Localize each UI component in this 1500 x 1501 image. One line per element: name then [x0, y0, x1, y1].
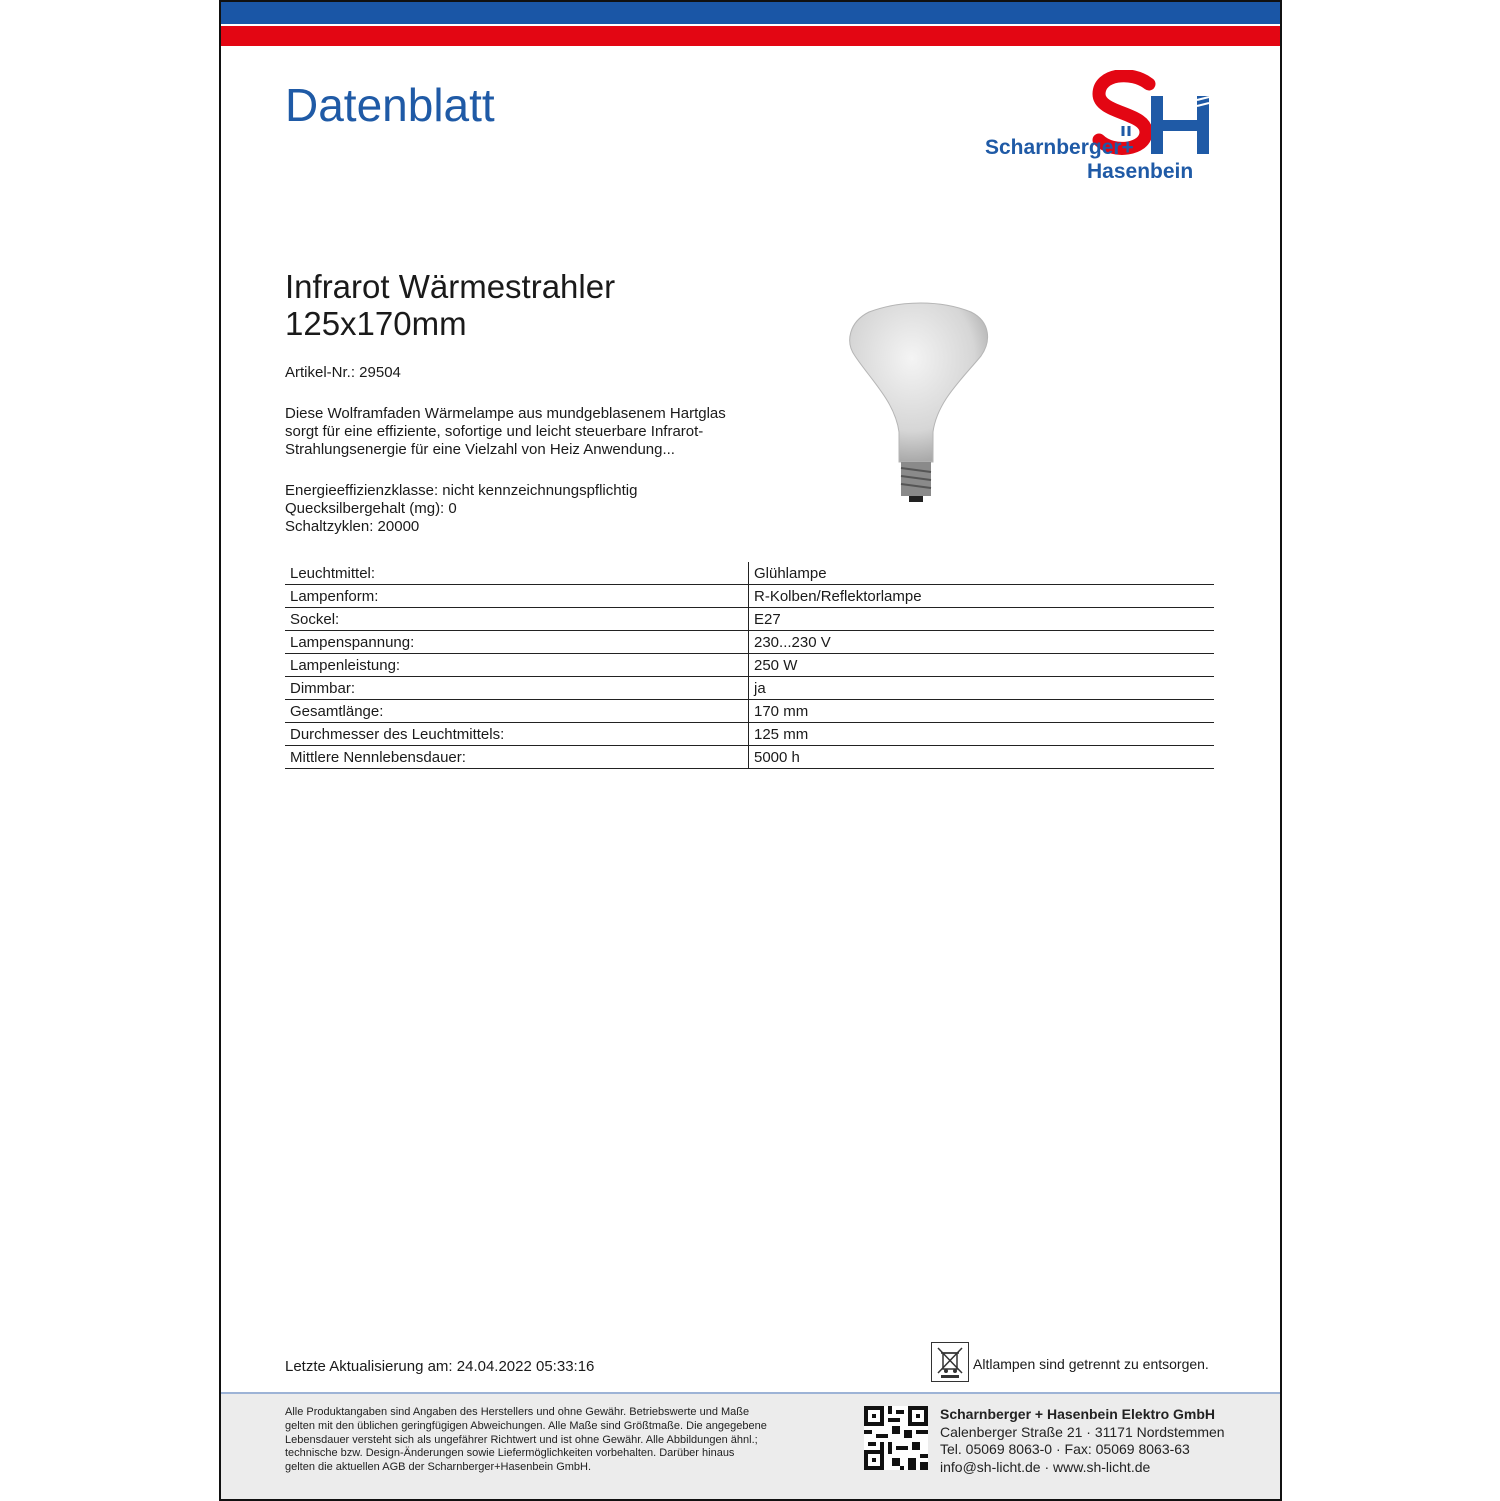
product-image-reflector-bulb [841, 302, 991, 507]
spec-value: 5000 h [749, 746, 1215, 769]
product-properties [285, 482, 637, 536]
table-row [285, 723, 1214, 746]
company-logo [981, 70, 1221, 190]
product-title [285, 268, 615, 342]
table-row [285, 677, 1214, 700]
spec-label: Mittlere Nennlebensdauer: [285, 746, 749, 769]
table-row [285, 746, 1214, 769]
specifications-table [285, 562, 1214, 769]
company-address: Calenberger Straße 21 · 31171 Nordstemmen [940, 1423, 1225, 1440]
logo-text-line2: Hasenbein [1087, 160, 1194, 183]
logo-text-line1: Scharnberger+ [985, 136, 1134, 159]
table-row [285, 585, 1214, 608]
disclaimer-line: Alle Produktangaben sind Angaben des Herstellers und ohne Gewähr. Betriebswerte und Maße [285, 1406, 750, 1418]
spec-value: E27 [749, 608, 1215, 631]
top-red-stripe [221, 26, 1280, 46]
table-row [285, 631, 1214, 654]
disclaimer-line: gelten die aktuellen AGB der Scharnberger+Hasenbein GmbH. [285, 1461, 592, 1474]
product-description [285, 405, 726, 459]
spec-label: Durchmesser des Leuchtmittels: [285, 723, 749, 746]
spec-value: Glühlampe [749, 562, 1215, 585]
last-updated: Letzte Aktualisierung am: 24.04.2022 05:33:16 [285, 1358, 595, 1375]
table-row [285, 654, 1214, 677]
qr-code [864, 1406, 928, 1470]
datasheet-page [219, 0, 1282, 1501]
description-line: Strahlungsenergie für eine Vielzahl von Heiz Anwendung... [285, 441, 675, 458]
disclaimer-line: gelten mit den üblichen geringfügigen Abweichungen. Alle Maße sind Größtmaße. Die angegebene [285, 1419, 767, 1432]
footer-disclaimer [285, 1406, 845, 1475]
page-heading: Datenblatt [285, 79, 495, 131]
spec-label: Sockel: [285, 608, 749, 631]
spec-label: Lampenspannung: [285, 631, 749, 654]
company-phone: Tel. 05069 8063-0 · Fax: 05069 8063-63 [940, 1441, 1190, 1457]
description-line: Diese Wolframfaden Wärmelampe aus mundgeblasenem Hartglas [285, 405, 726, 422]
spec-value: ja [749, 677, 1215, 700]
description-line: sorgt für eine effiziente, sofortige und leicht steuerbare Infrarot- [285, 423, 704, 440]
property-energy-class: Energieeffizienzklasse: nicht kennzeichnungspflichtig [285, 482, 638, 499]
spec-value: 125 mm [749, 723, 1215, 746]
spec-label: Gesamtlänge: [285, 700, 749, 723]
crossed-out-wheelie-bin-icon [931, 1342, 969, 1382]
spec-value: 170 mm [749, 700, 1215, 723]
footer [221, 1392, 1280, 1501]
disclaimer-line: technische bzw. Design-Änderungen sowie Liefermöglichkeiten vorbehalten. Darüber hinaus [285, 1447, 735, 1460]
spec-value: R-Kolben/Reflektorlampe [749, 585, 1215, 608]
spec-value: 250 W [749, 654, 1215, 677]
table-row [285, 608, 1214, 631]
article-number: Artikel-Nr.: 29504 [285, 364, 401, 381]
company-web: info@sh-licht.de · www.sh-licht.de [940, 1458, 1151, 1475]
spec-label: Leuchtmittel: [285, 562, 749, 585]
product-title-line1: Infrarot Wärmestrahler [285, 268, 616, 305]
spec-label: Lampenleistung: [285, 654, 749, 677]
company-name: Scharnberger + Hasenbein Elektro GmbH [940, 1406, 1216, 1422]
disposal-note: Altlampen sind getrennt zu entsorgen. [973, 1356, 1209, 1372]
table-row [285, 562, 1214, 585]
product-title-line2: 125x170mm [285, 305, 467, 342]
top-blue-stripe [221, 2, 1280, 24]
spec-label: Lampenform: [285, 585, 749, 608]
disclaimer-line: Lebensdauer versteht sich als ungefährer Richtwert und ist ohne Gewähr. Alle Abbildungen ähnl.; [285, 1433, 758, 1446]
property-mercury: Quecksilbergehalt (mg): 0 [285, 500, 457, 517]
property-switch-cycles: Schaltzyklen: 20000 [285, 518, 420, 535]
company-contact [940, 1406, 1225, 1476]
spec-value: 230...230 V [749, 631, 1215, 654]
table-row [285, 700, 1214, 723]
spec-label: Dimmbar: [285, 677, 749, 700]
